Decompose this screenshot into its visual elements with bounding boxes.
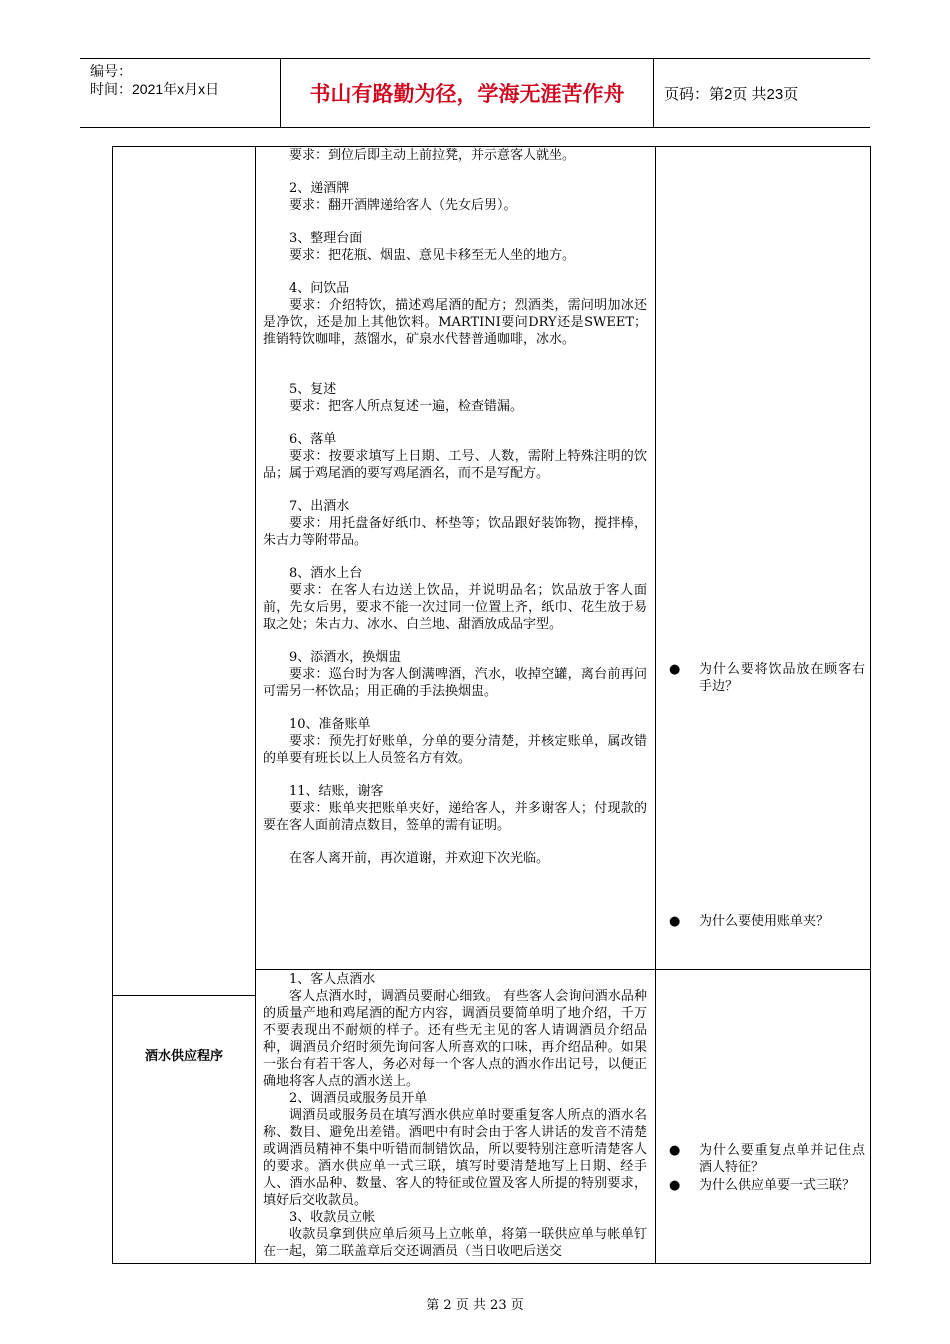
step-text: 调酒员或服务员在填写酒水供应单时要重复客人所点的酒水名称、数目、避免出差错。酒吧中有时会由于客人讲话的发音不清楚或调酒员精神不集中听错而制错饮品，所以要特别注意听清楚客人的要求。酒水供应单一式三联，填写时要清楚地写上日期、经手人、酒水品种、数量、客人的特征或位置及客人所提的特别要求，填好后交收款员。	[263, 1108, 647, 1208]
step-title: 9、添酒水，换烟盅	[289, 650, 402, 665]
page-header	[80, 58, 870, 128]
bullet-icon: ●	[669, 662, 681, 677]
closing-text: 在客人离开前，再次道谢，并欢迎下次光临。	[289, 851, 550, 866]
row-divider	[113, 995, 255, 996]
step-title: 11、结账，谢客	[289, 784, 384, 799]
header-motto: 书山有路勤为径，学海无涯苦作舟	[281, 59, 654, 127]
step-text: 要求：翻开酒牌递给客人（先女后男）。	[289, 198, 517, 213]
step-text: 要求：在客人右边送上饮品，并说明品名；饮品放于客人面前，先女后男，要求不能一次过同一位置上齐，纸巾、花生放于易取之处；朱古力、冰水、白兰地、甜酒放成品字型。	[263, 583, 647, 632]
document-time-label: 时间：2021年x月x日	[90, 81, 220, 97]
supply-steps-text	[263, 971, 647, 1260]
bullet-icon: ●	[669, 1178, 681, 1193]
question-text: 为什么供应单要一式三联？	[699, 1178, 856, 1193]
column-divider	[655, 147, 656, 1263]
column-divider	[255, 147, 256, 1263]
step-title: 1、客人点酒水	[289, 972, 376, 987]
question-item	[669, 913, 865, 930]
service-steps-text	[263, 147, 647, 867]
step-title: 2、调酒员或服务员开单	[289, 1091, 428, 1106]
header-page-number: 页码：第2页 共23页	[664, 85, 799, 103]
step-text: 客人点酒水时，调酒员要耐心细致。 有些客人会询问酒水品种的质量产地和鸡尾酒的配方内容，调酒员要简单明了地介绍，千万不要表现出不耐烦的样子。还有些无主见的客人请调酒员介绍品种，调酒员介绍时须先询问客人所喜欢的口味，再介绍品种。如果一张台有若干客人，务必对每一个客人点的酒水作出记号，以便正确地将客人点的酒水送上。	[263, 989, 647, 1089]
step-text: 要求：巡台时为客人倒满啤酒，汽水，收掉空罐，离台前再问可需另一杯饮品；用正确的手法换烟盅。	[263, 667, 647, 699]
step-title: 3、收款员立帐	[289, 1210, 376, 1225]
step-text: 收款员拿到供应单后须马上立帐单，将第一联供应单与帐单钉在一起，第二联盖章后交还调酒员（当日收吧后送交	[263, 1227, 647, 1259]
step-text: 要求：介绍特饮，描述鸡尾酒的配方；烈酒类，需问明加冰还是净饮，还是加上其他饮料。MARTINI要问DRY还是SWEET；推销特饮咖啡，蒸馏水，矿泉水代替普通咖啡，冰水。	[263, 298, 647, 347]
step-text: 要求：预先打好账单，分单的要分清楚，并核定账单，属改错的单要有班长以上人员签名方有效。	[263, 734, 647, 766]
step-text: 要求：到位后即主动上前拉凳，并示意客人就坐。	[289, 148, 576, 163]
step-text: 要求：按要求填写上日期、工号、人数，需附上特殊注明的饮品；属于鸡尾酒的要写鸡尾酒名，而不是写配方。	[263, 449, 647, 481]
step-title: 8、酒水上台	[289, 566, 363, 581]
bullet-icon: ●	[669, 914, 681, 929]
procedure-table	[112, 146, 871, 1264]
header-meta	[80, 59, 281, 127]
step-text: 要求：用托盘备好纸巾、杯垫等；饮品跟好装饰物，搅拌棒，朱古力等附带品。	[263, 516, 647, 548]
row-divider	[255, 969, 870, 970]
step-text: 要求：把客人所点复述一遍，检查错漏。	[289, 399, 524, 414]
question-text: 为什么要使用账单夹？	[699, 914, 830, 929]
category-label: 酒水供应程序	[144, 1049, 223, 1064]
page-footer: 第 2 页 共 23 页	[426, 1298, 524, 1313]
question-text: 为什么要将饮品放在顾客右手边？	[699, 662, 865, 694]
step-title: 2、递酒牌	[289, 181, 350, 196]
question-item	[669, 661, 865, 695]
step-title: 7、出酒水	[289, 499, 350, 514]
step-text: 要求：账单夹把账单夹好，递给客人，并多谢客人；付现款的要在客人面前清点数目，签单的需有证明。	[263, 801, 647, 833]
question-text: 为什么要重复点单并记住点酒人特征？	[699, 1143, 865, 1175]
step-title: 5、复述	[289, 382, 337, 397]
bullet-icon: ●	[669, 1143, 681, 1158]
question-item	[669, 1142, 865, 1176]
step-title: 10、准备账单	[289, 717, 371, 732]
step-text: 要求：把花瓶、烟盅、意见卡移至无人坐的地方。	[289, 248, 576, 263]
question-item	[669, 1177, 865, 1194]
document-number-label: 编号：	[90, 63, 132, 79]
step-title: 4、问饮品	[289, 281, 350, 296]
step-title: 3、整理台面	[289, 231, 363, 246]
step-title: 6、落单	[289, 432, 337, 447]
